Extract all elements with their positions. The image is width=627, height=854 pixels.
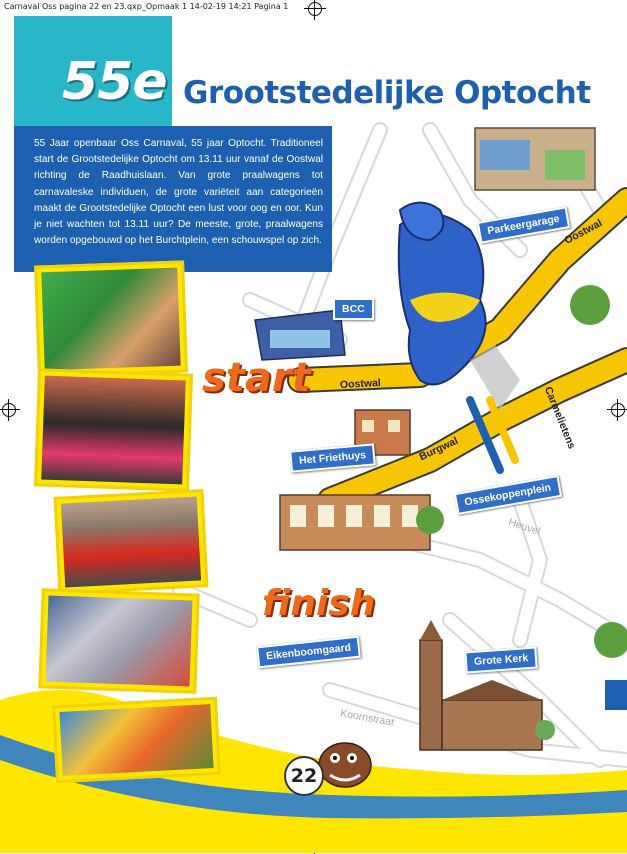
- print-slug: Carnaval Oss pagina 22 en 23.qxp_Opmaak 1 14-02-19 14:21 Pagina 1: [4, 2, 289, 11]
- mascot-illustration: [319, 743, 371, 787]
- sign-parkeergarage: Parkeergarage: [477, 206, 570, 243]
- photo-parade-floats: [52, 697, 221, 784]
- photo-red-dancers: [54, 489, 209, 595]
- edition-number: 55e: [62, 52, 167, 112]
- street-koornstraat: Koornstraat: [339, 707, 395, 729]
- sign-eikenboomgaard: Eikenboomgaard: [256, 636, 361, 669]
- sign-grote-kerk: Grote Kerk: [464, 647, 538, 674]
- sign-bcc: BCC: [333, 298, 374, 320]
- page-title: Grootstedelijke Optocht: [183, 75, 591, 111]
- street-heuvel: Heuvel: [506, 516, 542, 538]
- sign-het-friethuys: Het Friethuys: [289, 443, 376, 472]
- page-number: 22: [284, 756, 324, 796]
- street-carmelietenstraat: Carmelietens: [541, 385, 578, 451]
- photo-silver-suits: [38, 588, 199, 693]
- start-label: start: [202, 355, 311, 401]
- building-ossekoppenplein: [280, 495, 444, 550]
- intro-text: 55 Jaar openbaar Oss Carnaval, 55 jaar Optocht. Traditioneel start de Grootstedelijke Optocht om 13.11 uur vanaf de Oostwal richting de Raadhuislaan. Van grote praalwagens tot carnavaleske individuen, de grote variëteit aan categorieën maakt de Grootstedelijke Optocht een lust voor oog en oor. Kun je niet wachten tot 13.11 uur? De meeste, grote, praalwagens worden opgebouwd op het Burchtplein, een schouwspel op zich.: [14, 126, 332, 272]
- street-burgwal: Burgwal: [417, 434, 461, 464]
- sign-ossekoppenplein: Ossekoppenplein: [454, 475, 562, 515]
- street-oostwal-mid: Oostwal: [339, 376, 382, 392]
- photo-skeleton-dancers: [34, 368, 193, 491]
- building-bcc: [255, 310, 345, 360]
- trees-right: [570, 285, 627, 710]
- building-top-right: [475, 128, 595, 190]
- photo-green-costume: [34, 260, 188, 377]
- finish-label: finish: [262, 583, 376, 624]
- street-oostwal-top: Oostwal: [562, 217, 605, 247]
